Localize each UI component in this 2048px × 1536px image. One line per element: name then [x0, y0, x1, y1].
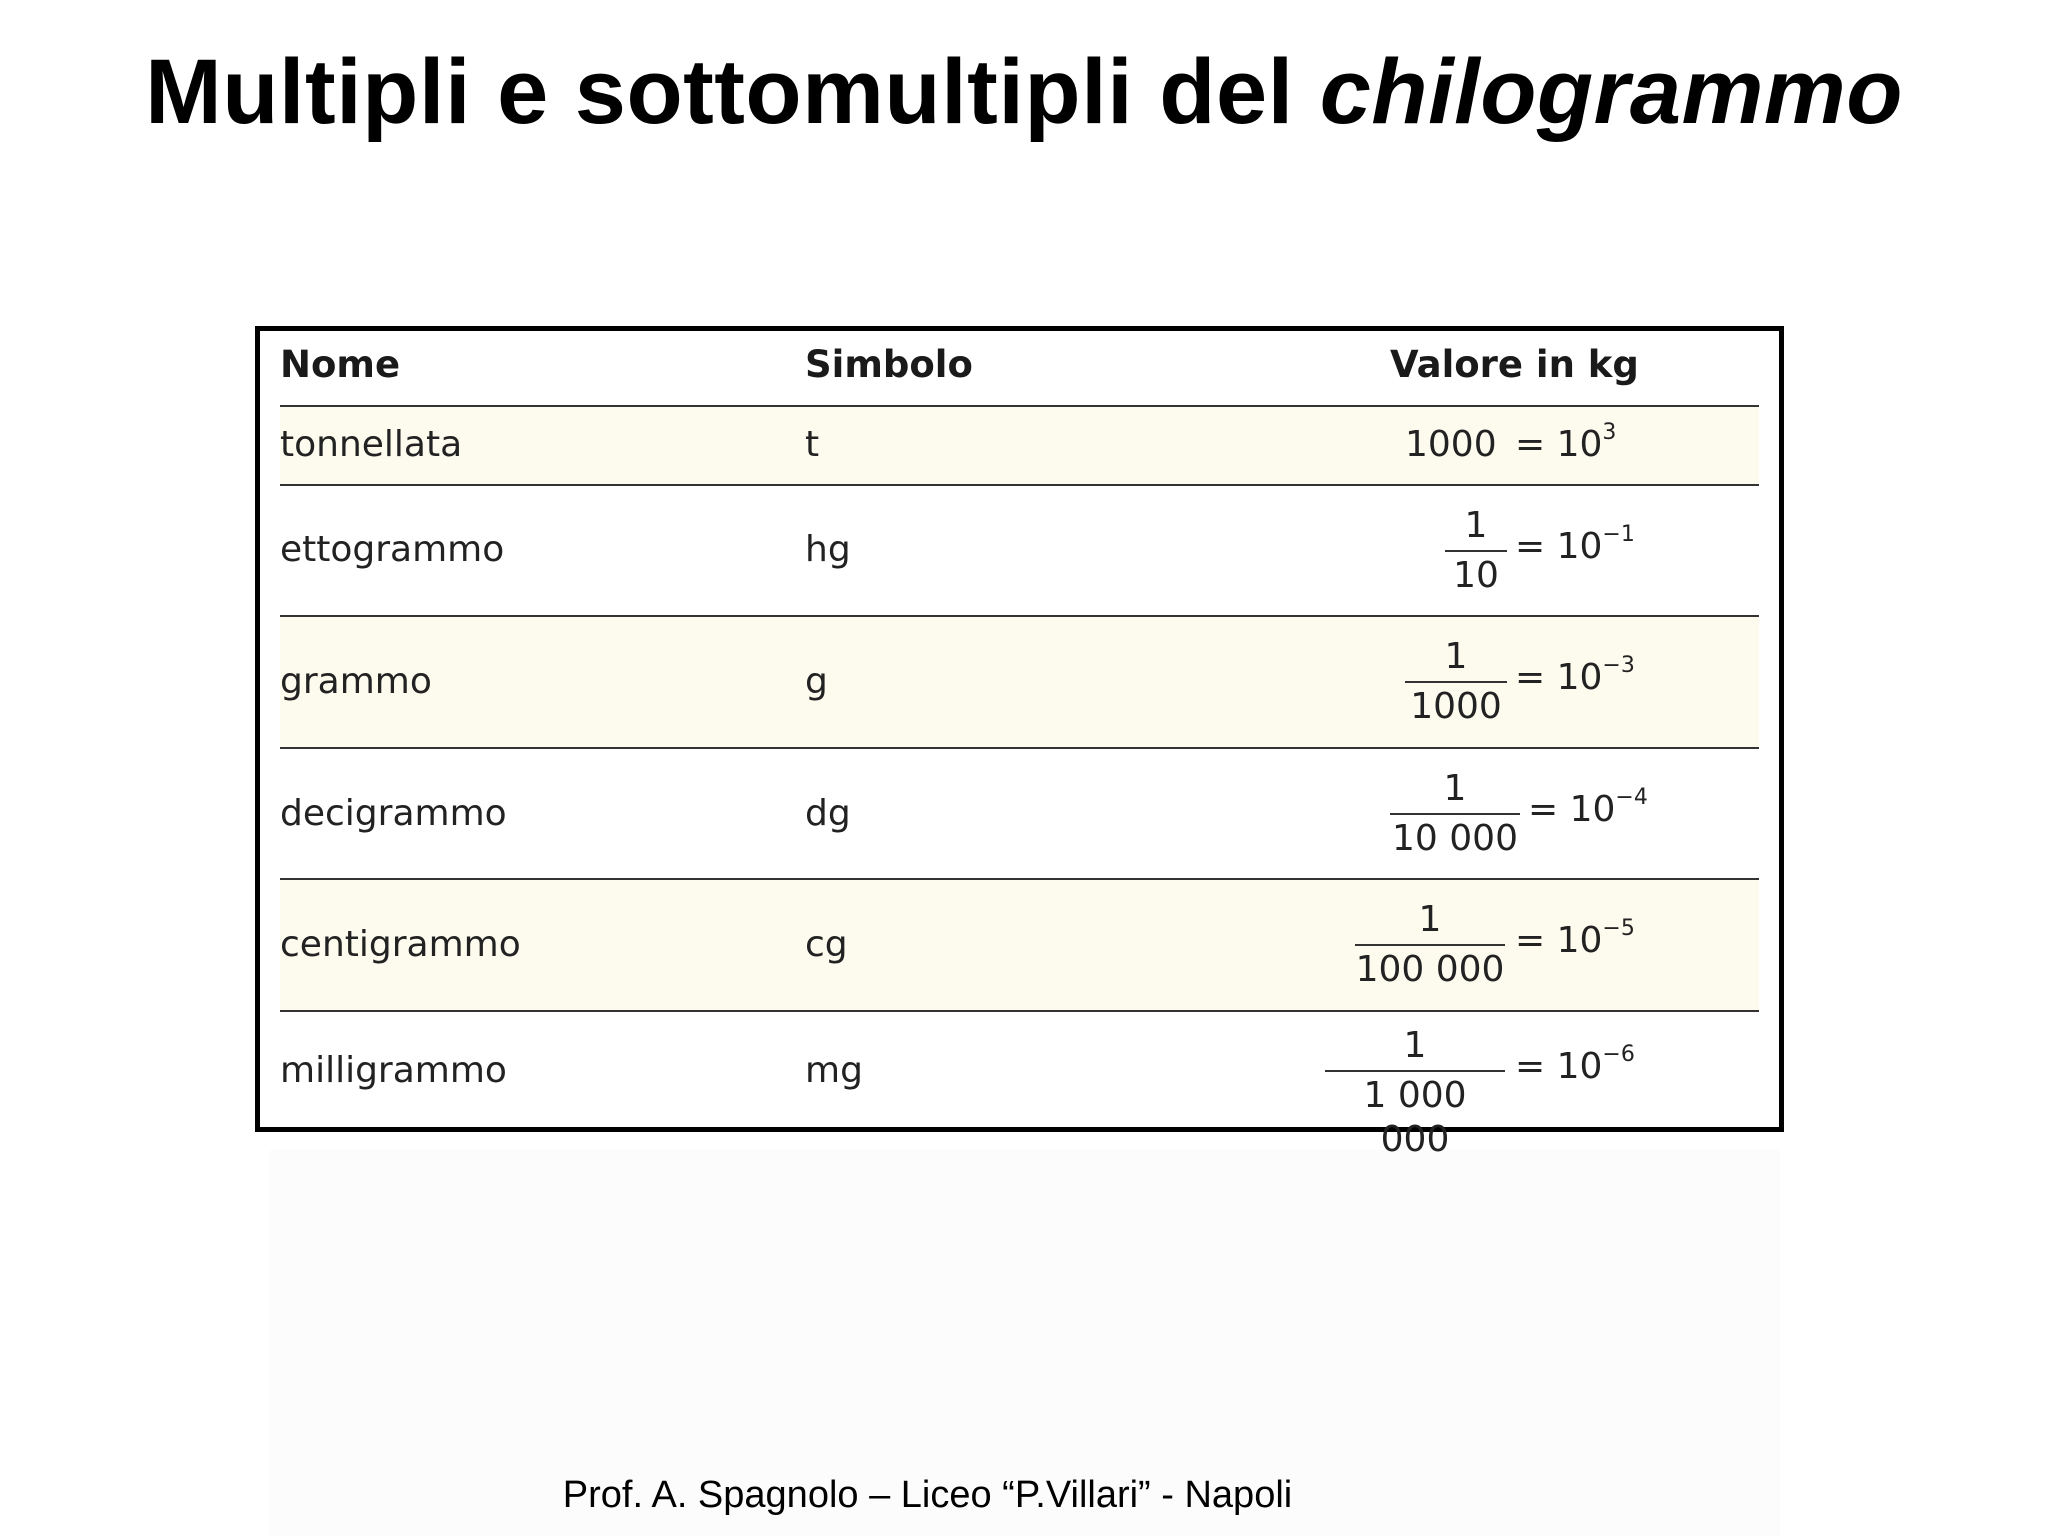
row-value-plain: 1000 — [1405, 424, 1497, 465]
units-table — [255, 326, 1784, 1160]
title-emphasis: chilogrammo — [1319, 41, 1903, 143]
row-fraction — [1355, 898, 1505, 992]
row-symbol: t — [805, 424, 820, 465]
table-row-grammo — [280, 617, 1759, 749]
table-header — [280, 331, 1759, 407]
row-power — [1515, 916, 1635, 961]
row-symbol: g — [805, 661, 828, 702]
footer-credit: Prof. A. Spagnolo – Liceo “P.Villari” - Napoli — [562, 1474, 1293, 1516]
power-base: = 10 — [1515, 920, 1603, 961]
fraction-numerator: 1 — [1418, 899, 1442, 940]
power-exp: −3 — [1602, 653, 1635, 678]
fraction-bar — [1325, 1070, 1505, 1072]
fraction-numerator: 1 — [1444, 636, 1468, 677]
row-name: decigrammo — [280, 793, 507, 834]
row-power — [1515, 653, 1635, 698]
fraction-numerator: 1 — [1403, 1025, 1427, 1066]
page-title — [0, 40, 2048, 145]
power-base: = 10 — [1515, 424, 1603, 465]
row-fraction — [1325, 1024, 1505, 1162]
table-row-centigrammo — [280, 880, 1759, 1012]
row-fraction — [1390, 767, 1520, 861]
table-row-milligrammo — [280, 1012, 1759, 1160]
row-symbol: hg — [805, 529, 851, 570]
header-name: Nome — [280, 343, 401, 386]
row-name: milligrammo — [280, 1050, 507, 1091]
power-exp: −1 — [1602, 522, 1635, 547]
row-name: centigrammo — [280, 924, 521, 965]
row-symbol: dg — [805, 793, 851, 834]
power-base: = 10 — [1515, 526, 1603, 567]
fraction-bar — [1390, 813, 1520, 815]
fraction-denominator: 1 000 000 — [1363, 1075, 1467, 1160]
fraction-denominator: 10 000 — [1392, 818, 1518, 859]
row-name: ettogrammo — [280, 529, 505, 570]
row-name: grammo — [280, 661, 432, 702]
row-power — [1515, 522, 1635, 567]
row-fraction — [1445, 504, 1507, 598]
fraction-bar — [1355, 944, 1505, 946]
row-symbol: mg — [805, 1050, 863, 1091]
power-base: = 10 — [1528, 789, 1616, 830]
row-power — [1515, 420, 1617, 465]
power-exp: 3 — [1602, 420, 1617, 445]
table-row-tonnellata — [280, 407, 1759, 486]
fraction-numerator: 1 — [1443, 768, 1467, 809]
row-symbol: cg — [805, 924, 848, 965]
row-power — [1528, 785, 1648, 830]
fraction-bar — [1405, 681, 1507, 683]
fraction-denominator: 100 000 — [1355, 949, 1505, 990]
row-fraction — [1405, 635, 1507, 729]
power-base: = 10 — [1515, 1046, 1603, 1087]
title-main: Multipli e sottomultipli del — [145, 41, 1320, 143]
fraction-bar — [1445, 550, 1507, 552]
table-row-ettogrammo — [280, 486, 1759, 617]
header-value: Valore in kg — [1390, 343, 1639, 386]
power-exp: −4 — [1615, 785, 1648, 810]
row-name: tonnellata — [280, 424, 463, 465]
fraction-numerator: 1 — [1464, 505, 1488, 546]
power-exp: −6 — [1602, 1042, 1635, 1067]
fraction-denominator: 10 — [1453, 555, 1499, 596]
header-symbol: Simbolo — [805, 343, 973, 386]
row-power — [1515, 1042, 1635, 1087]
power-exp: −5 — [1602, 916, 1635, 941]
power-base: = 10 — [1515, 657, 1603, 698]
fraction-denominator: 1000 — [1410, 686, 1502, 727]
table-row-decigrammo — [280, 749, 1759, 880]
